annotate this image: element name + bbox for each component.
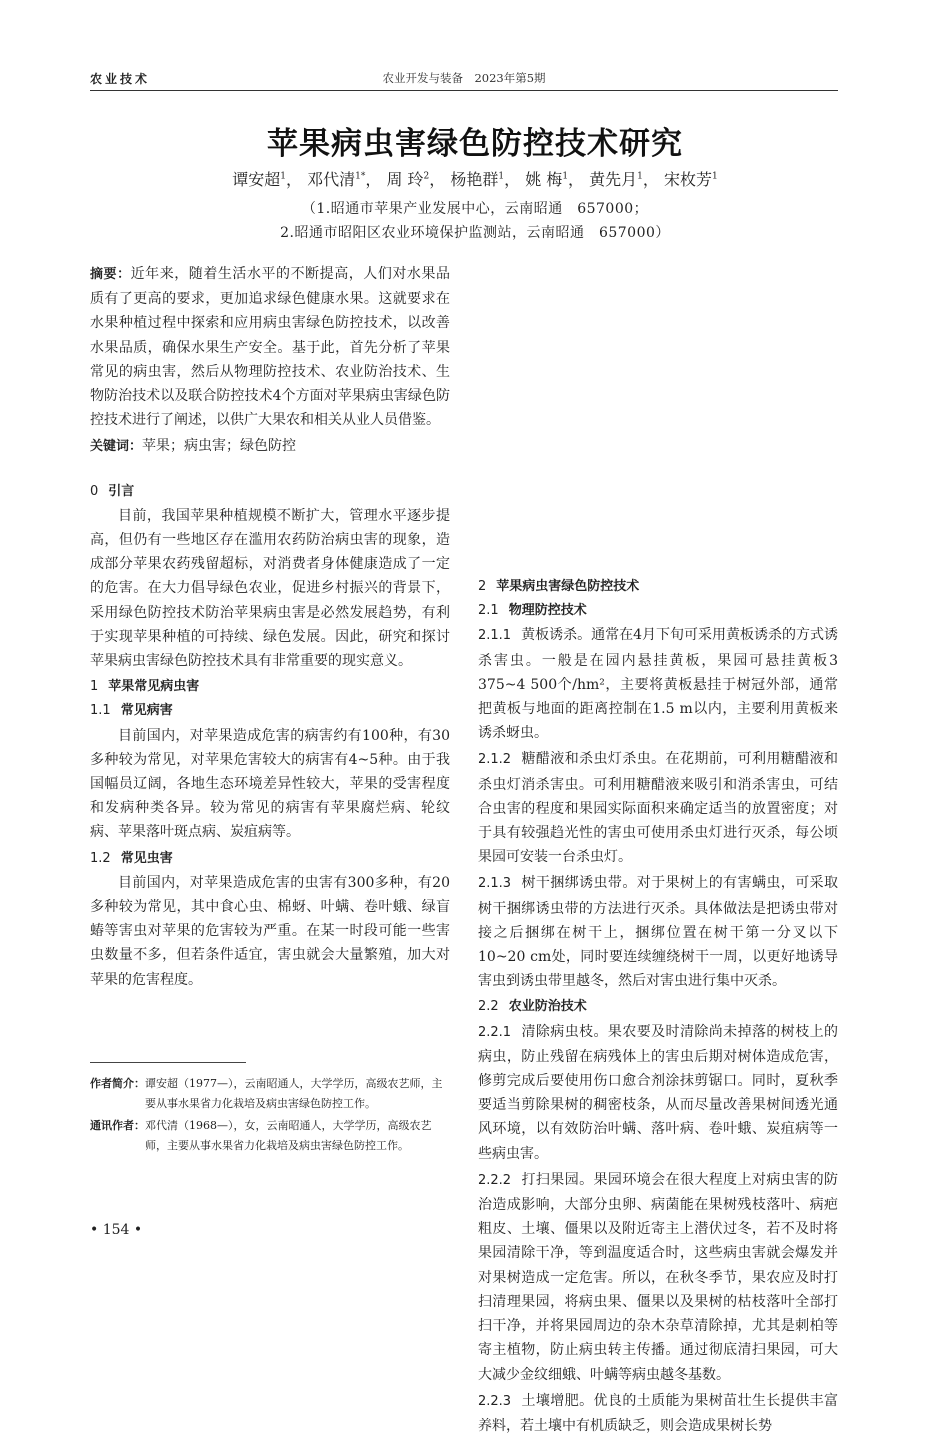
affiliation-line-2: 2.昭通市昭阳区农业环境保护监测站，云南昭通 657000） bbox=[280, 225, 670, 241]
keywords-text: 苹果；病虫害；绿色防控 bbox=[142, 438, 297, 455]
subsection-heading-1-2: 1.2 常见虫害 bbox=[90, 850, 173, 866]
section-label: 农业技术 bbox=[90, 72, 151, 86]
section-heading-2: 2 苹果病虫害绿色防控技术 bbox=[478, 579, 640, 594]
item-2-1-1: 2.1.1 黄板诱杀。通常在4月下旬可采用黄板诱杀的方式诱杀害虫。一般是在园内悬挂黄板，果园可悬挂黄板3 375~4 500个/hm²，主要将黄板悬挂于树冠外部，通常把黄板与地面的距离控制在1.5 m以内，主要利用黄板来诱杀蚜虫。 bbox=[478, 627, 838, 742]
page-number: • 154 • bbox=[90, 1222, 143, 1238]
journal-issue: 农业开发与装备 2023年第5期 bbox=[382, 71, 546, 85]
left-column bbox=[90, 262, 450, 994]
pests-paragraph: 目前国内，对苹果造成危害的虫害有300多种，有20多种较为常见，其中食心虫、棉蚜、叶螨、卷叶蛾、绿盲蝽等害虫对苹果的危害较为严重。在某一时段可能一些害虫数量不多，但若条件适宜，害虫就会大量繁殖，加大对苹果的危害程度。 bbox=[90, 874, 450, 988]
footnotes bbox=[90, 1074, 450, 1158]
abstract-label: 摘要： bbox=[90, 267, 131, 282]
item-2-1-3: 2.1.3 树干捆绑诱虫带。对于果树上的有害螨虫，可采取树干捆绑诱虫带的方法进行灭杀。具体做法是把诱虫带对接之后捆绑在树干上，捆绑位置在树干第一分叉以下10~20 cm处，同时要连续缠绕树干一周，以更好地诱导害虫到诱虫带里越冬，然后对害虫进行集中灭杀。 bbox=[478, 875, 838, 990]
author: 黄先月$^1$ bbox=[589, 170, 643, 189]
author: 姚 梅$^1$ bbox=[525, 170, 569, 189]
keywords-label: 关键词： bbox=[90, 439, 143, 455]
corresponding-author: 通讯作者： 邓代清（1968—），女，云南昭通人，大学学历，高级农艺师，主要从事水果省力化栽培及病虫害绿色防控工作。 bbox=[90, 1119, 432, 1152]
diseases-paragraph: 目前国内，对苹果造成危害的病害约有100种，有30多种较为常见，对苹果危害较大的病害有4~5种。由于我国幅员辽阔，各地生态环境差异性较大，苹果的受害程度和发病种类各异。较为常见的病害有苹果腐烂病、轮纹病、苹果落叶斑点病、炭疽病等。 bbox=[90, 727, 450, 841]
item-2-2-2: 2.2.2 打扫果园。果园环境会在很大程度上对病虫害的防治造成影响，大部分虫卵、病菌能在果树残枝落叶、病疤粗皮、土壤、僵果以及附近寄主上潜伏过冬，若不及时将果园清除干净，等到温度适合时，这些病虫害就会爆发并对果树造成一定危害。所以，在秋冬季节，果农应及时打扫清理果园，将病虫果、僵果以及果树的枯枝落叶全部打扫干净，并将果园周边的杂木杂草清除掉，尤其是刺柏等寄主植物，防止病虫转主传播。通过彻底清扫果园，可大大减少金纹细蛾、叶螨等病虫越冬基数。 bbox=[478, 1171, 838, 1383]
running-header bbox=[90, 70, 838, 90]
subsection-heading-1-1: 1.1 常见病害 bbox=[90, 703, 173, 719]
author: 邓代清$^{1*}$ bbox=[307, 170, 366, 189]
right-column bbox=[478, 262, 838, 1440]
abstract-text: 近年来，随着生活水平的不断提高，人们对水果品质有了更高的要求，更加追求绿色健康水果。这就要求在水果种植过程中探索和应用病虫害绿色防控技术，以改善水果品质，确保水果生产安全。基于此，首先分析了苹果常见的病虫害，然后从物理防控技术、农业防治技术、生物防治技术以及联合防控技术4个方面对苹果病虫害绿色防控技术进行了阐述，以供广大果农和相关从业人员借鉴。 bbox=[90, 266, 450, 429]
section-heading-1: 1 苹果常见病虫害 bbox=[90, 679, 200, 695]
footnote-rule bbox=[90, 1062, 246, 1063]
intro-paragraph: 目前，我国苹果种植规模不断扩大，管理水平逐步提高，但仍有一些地区存在滥用农药防治病虫害的现象，造成部分苹果农药残留超标，对消费者身体健康造成了一定的危害。在大力倡导绿色农业，促进乡村振兴的背景下，采用绿色防控技术防治苹果病虫害是必然发展趋势，有利于实现苹果种植的可持续、绿色发展。因此，研究和探讨苹果病虫害绿色防控技术具有非常重要的现实意义。 bbox=[90, 507, 450, 670]
keywords bbox=[90, 434, 450, 459]
author: 杨艳群$^1$ bbox=[450, 170, 505, 189]
author: 谭安超$^1$ bbox=[232, 170, 287, 189]
subsection-heading-2-1: 2.1 物理防控技术 bbox=[478, 603, 587, 619]
author-list: 谭安超$^1$， 邓代清$^{1*}$， 周 玲$^2$， 杨艳群$^1$， 姚 梅$^1$， 黄先月$^1$， 宋枚芳$^1$ bbox=[232, 170, 718, 189]
author: 周 玲$^2$ bbox=[386, 170, 430, 189]
item-2-1-2: 2.1.2 糖醋液和杀虫灯杀虫。在花期前，可利用糖醋液和杀虫灯消杀害虫。可利用糖醋液来吸引和消杀害虫，可结合虫害的程度和果园实际面积来确定适当的放置密度；对于具有较强趋光性的害虫可使用杀虫灯进行灭杀，每公顷果园可安装一台杀虫灯。 bbox=[478, 751, 838, 866]
subsection-heading-2-2: 2.2 农业防治技术 bbox=[478, 999, 587, 1015]
header-rule bbox=[90, 90, 838, 91]
paper-title: 苹果病虫害绿色防控技术研究 bbox=[267, 126, 683, 162]
author: 宋枚芳$^1$ bbox=[663, 170, 718, 189]
affiliation-line-1: （1.昭通市苹果产业发展中心，云南昭通 657000； bbox=[301, 201, 649, 217]
item-2-2-1: 2.2.1 清除病虫枝。果农要及时清除尚未掉落的树枝上的病虫，防止残留在病残体上的害虫后期对树体造成危害，修剪完成后要使用伤口愈合剂涂抹剪锯口。同时，夏秋季要适当剪除果树的稠密枝条，从而尽量改善果树间透光通风环境，以有效防治叶螨、落叶病、卷叶蛾、炭疽病等一些病虫害。 bbox=[478, 1023, 838, 1162]
section-heading-0: 0 引言 bbox=[90, 483, 135, 499]
author-bio: 作者简介： 谭安超（1977—），云南昭通人，大学学历，高级农艺师，主要从事水果省力化栽培及病虫害绿色防控工作。 bbox=[90, 1077, 443, 1110]
item-2-2-3: 2.2.3 土壤增肥。优良的土质能为果树苗壮生长提供丰富养料，若土壤中有机质缺乏，则会造成果树长势 bbox=[478, 1392, 838, 1434]
abstract bbox=[90, 262, 450, 432]
